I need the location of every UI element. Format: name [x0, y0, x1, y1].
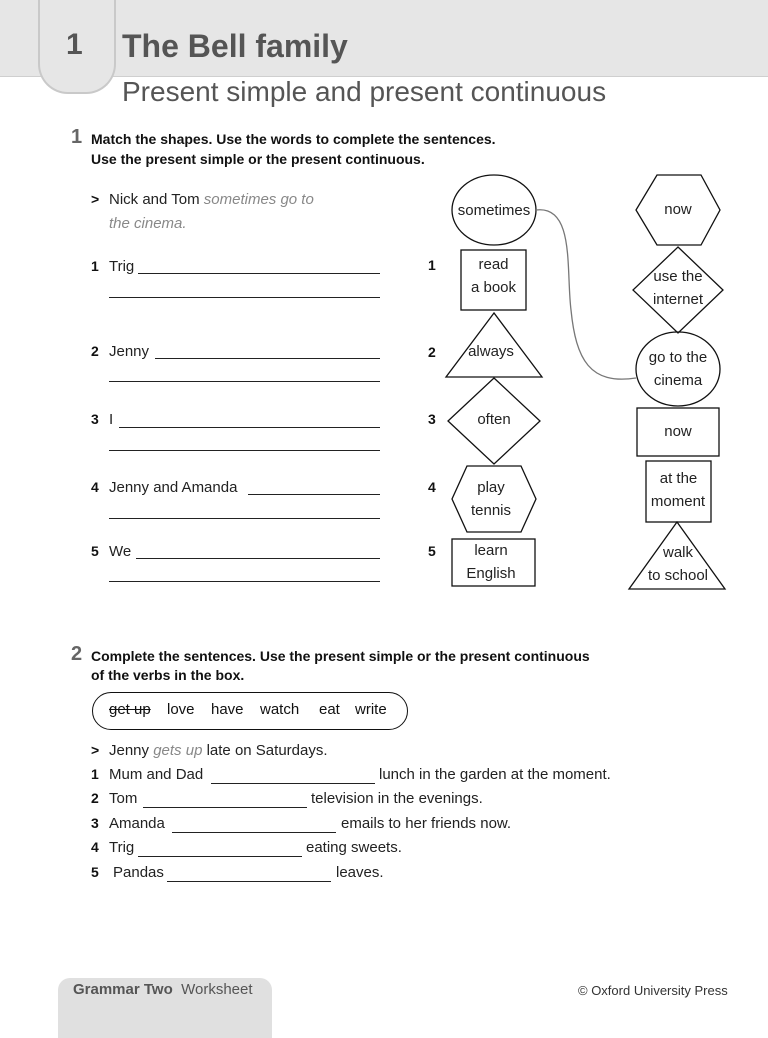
- example-answer-1: sometimes go to: [203, 191, 314, 208]
- middle-number-1: 1: [428, 257, 436, 273]
- sentence2-number: 2: [91, 790, 99, 806]
- sentence3-after: emails to her friends now.: [341, 815, 512, 832]
- sentence4-answer-line[interactable]: [138, 856, 302, 857]
- verb-get-up: get up: [109, 701, 151, 718]
- exercise2-number: 2: [71, 643, 83, 665]
- example-answer-2: the cinema.: [109, 215, 187, 232]
- sentence5-number: 5: [91, 864, 99, 880]
- item3-number: 3: [91, 411, 99, 427]
- shape-play-label-2: tennis: [470, 502, 512, 519]
- ex2-example-rest: late on Saturdays.: [206, 742, 328, 759]
- shape-moment-label-1: at the: [659, 470, 698, 487]
- sentence2-before: Tom: [109, 790, 138, 807]
- shape-walk-label-2: to school: [647, 567, 709, 584]
- middle-number-2: 2: [428, 344, 436, 360]
- middle-number-4: 4: [428, 479, 436, 495]
- shape-cinema-label-2: cinema: [653, 372, 703, 389]
- ex2-example-subject: Jenny: [109, 742, 150, 759]
- exercise1-instruction-2: Use the present simple or the present continuous.: [91, 151, 425, 167]
- item2-number: 2: [91, 343, 99, 359]
- sentence5-after: leaves.: [336, 864, 384, 881]
- sentence4-number: 4: [91, 839, 99, 855]
- ex2-example-answer: gets up: [153, 742, 203, 759]
- footer-series-name: Grammar Two: [73, 981, 173, 998]
- exercise2-instruction-2: of the verbs in the box.: [91, 667, 245, 683]
- sentence3-number: 3: [91, 815, 99, 831]
- shape-always-label: always: [468, 343, 514, 360]
- exercise1-instruction-1: Match the shapes. Use the words to complete the sentences.: [91, 131, 496, 147]
- item2-subject: Jenny: [109, 343, 150, 360]
- ex2-example-marker: >: [91, 742, 100, 758]
- shape-sometimes-label: sometimes: [457, 202, 531, 219]
- shape-play-label-1: play: [477, 479, 505, 496]
- example-marker: >: [91, 191, 100, 207]
- verb-watch: watch: [260, 701, 300, 718]
- exercise1-number: 1: [71, 126, 83, 148]
- example-subject: Nick and Tom: [109, 191, 200, 208]
- item1-number: 1: [91, 258, 99, 274]
- sentence2-answer-line[interactable]: [143, 807, 307, 808]
- middle-number-3: 3: [428, 411, 436, 427]
- shape-walk-label-1: walk: [662, 544, 693, 561]
- page-title: The Bell family: [122, 28, 348, 64]
- middle-number-5: 5: [428, 543, 436, 559]
- ex2-example-sentence: [109, 742, 328, 759]
- footer-copyright: © Oxford University Press: [578, 983, 728, 998]
- shape-moment-label-2: moment: [650, 493, 706, 510]
- sentence1-answer-line[interactable]: [211, 783, 375, 784]
- shape-now-hex-label: now: [664, 201, 692, 218]
- sentence5-answer-line[interactable]: [167, 881, 331, 882]
- exercise2-instruction-1: Complete the sentences. Use the present simple or the present continuous: [91, 648, 590, 664]
- sentence1-before: Mum and Dad: [109, 766, 204, 783]
- item4-number: 4: [91, 479, 99, 495]
- shape-cinema-label-1: go to the: [648, 349, 708, 366]
- sentence3-answer-line[interactable]: [172, 832, 336, 833]
- footer-series: [73, 981, 253, 998]
- example-connector-line: [536, 210, 636, 379]
- sentence4-before: Trig: [109, 839, 135, 856]
- shape-internet-label-2: internet: [652, 291, 704, 308]
- sentence5-before: Pandas: [113, 864, 164, 881]
- sentence1-after: lunch in the garden at the moment.: [379, 766, 611, 783]
- sentence2-after: television in the evenings.: [311, 790, 483, 807]
- shape-read-label-1: read: [478, 256, 509, 273]
- verb-write: write: [355, 701, 387, 718]
- unit-number: 1: [66, 28, 83, 61]
- item5-subject: We: [109, 543, 132, 560]
- footer-type: Worksheet: [181, 981, 253, 998]
- item5-number: 5: [91, 543, 99, 559]
- sentence1-number: 1: [91, 766, 99, 782]
- item4-subject: Jenny and Amanda: [109, 479, 238, 496]
- item3-subject: I: [109, 411, 114, 428]
- shape-learn-label-2: English: [466, 565, 516, 582]
- verb-love: love: [167, 701, 195, 718]
- shape-read-label-2: a book: [470, 279, 517, 296]
- shape-now-rect-label: now: [664, 423, 692, 440]
- shape-learn-label-1: learn: [474, 542, 508, 559]
- sentence3-before: Amanda: [109, 815, 165, 832]
- item1-subject: Trig: [109, 258, 135, 275]
- verb-have: have: [211, 701, 244, 718]
- sentence4-after: eating sweets.: [306, 839, 402, 856]
- shape-often-label: often: [477, 411, 511, 428]
- verb-eat: eat: [319, 701, 340, 718]
- page-subtitle: Present simple and present continuous: [122, 76, 607, 107]
- shape-internet-label-1: use the: [653, 268, 703, 285]
